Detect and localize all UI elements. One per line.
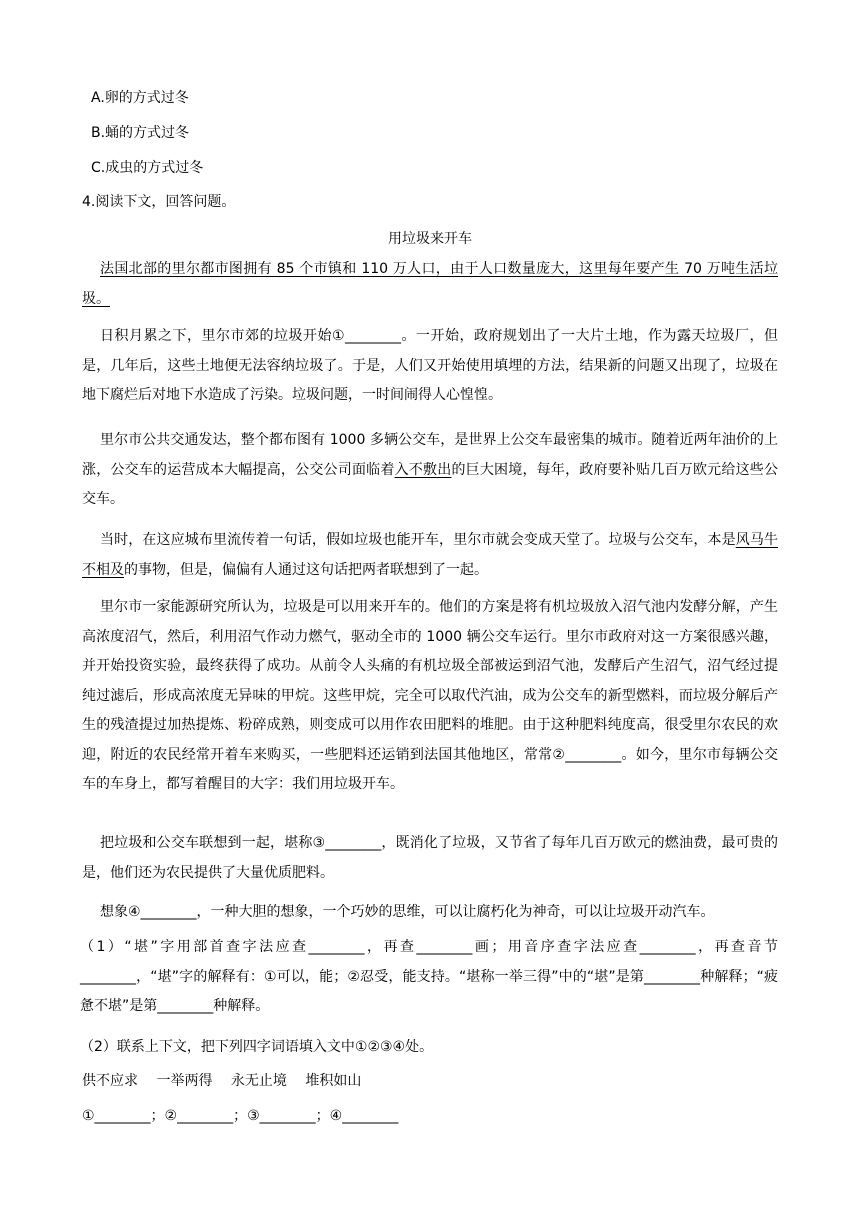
paragraph-5: 里尔市一家能源研究所认为，垃圾是可以用来开车的。他们的方案是将有机垃圾放入沼气池内发酵分解，产生高浓度沼气，然后，利用沼气作动力燃气，驱动全市的 1000 辆公交车运行。里尔市政府对这一方案很感兴趣，并开始投资实验，最终获得了成功。从前令人头痛的有机垃圾全部被运到沼气池，发酵后产生沼气，沼气经过提纯过滤后，形成高浓度无异味的甲烷。这些甲烷，完全可以取代汽油，成为公交车的新型燃料，而垃圾分解后产生的残渣提过加热提炼、粉碎成熟，则变成可以用作农田肥料的堆肥。由于这种肥料纯度高，很受里尔农民的欢迎，附近的农民经常开着车来购买，一些肥料还运销到法国其他地区，常常②________。如今，里尔市每辆公交车的车身上，都写着醒目的大字：我们用垃圾开车。 xyxy=(82,599,778,792)
underlined-sentence: 法国北部的里尔都市图拥有 85 个市镇和 110 万人口，由于人口数量庞大，这里每年要产生 70 万吨生活垃圾。 xyxy=(82,261,778,307)
option-a: A.卵的方式过冬 xyxy=(91,90,189,106)
answer-blanks: ①________；②________；③________；④________ xyxy=(82,1108,399,1124)
paragraph-3-text-b: 的巨大困境，每年，政府要补贴几百万欧元给这些公交车。 xyxy=(82,461,779,507)
paragraph-2: 日积月累之下，里尔市郊的垃圾开始①________。一开始，政府规划出了一大片土地，作为露天垃圾厂，但是，几年后，这些土地便无法容纳垃圾了。于是，人们又开始使用填埋的方法，结果新的问题又出现了，垃圾在地下腐烂后对地下水造成了污染。垃圾问题，一时间闹得人心惶惶。 xyxy=(82,328,778,403)
paragraph-4-text-b: 的事物，但是，偏偏有人通过这句话把两者联想到了一起。 xyxy=(124,561,488,578)
sub-question-2: （2）联系上下文，把下列四字词语填入文中①②③④处。 xyxy=(80,1039,434,1055)
question-prompt: 4.阅读下文，回答问题。 xyxy=(82,194,236,210)
paragraph-7: 想象④________，一种大胆的想象，一个巧妙的思维，可以让腐朽化为神奇，可以让垃圾开动汽车。 xyxy=(100,904,715,920)
word-choices: 供不应求 一举两得 永无止境 堆积如山 xyxy=(82,1073,362,1089)
passage-title: 用垃圾来开车 xyxy=(388,231,472,247)
paragraph-3-text-a: 里尔市公共交通发达，整个都布图有 1000 多辆公交车，是世界上公交车最密集的城市。随着近两年油价的上涨，公交车的运营成本大幅提高，公交公司面临着 xyxy=(82,432,778,478)
option-b: B.蛹的方式过冬 xyxy=(91,125,190,141)
underlined-word-rubufuchu: 入不敷出 xyxy=(394,461,452,478)
paragraph-3 xyxy=(82,426,778,515)
paragraph-6: 把垃圾和公交车联想到一起，堪称③________，既消化了垃圾，又节省了每年几百万欧元的燃油费，最可贵的是，他们还为农民提供了大量优质肥料。 xyxy=(82,835,778,881)
underlined-word-fengmaniu: 风马牛不相及 xyxy=(82,532,779,578)
paragraph-4-text-a: 当时，在这应城布里流传着一句话，假如垃圾也能开车，里尔市就会变成天堂了。垃圾与公交车，本是 xyxy=(100,532,736,548)
option-c: C.成虫的方式过冬 xyxy=(91,160,204,176)
sub-question-1: （1）“堪”字用部首查字法应查________，再查________画；用音序查字法应查________，再查音节________，“堪”字的解释有：①可以，能；②忍受，能支持。“堪称一举三得”中的“堪”是第________种解释；“疲惫不堪”是第________种解释。 xyxy=(80,939,778,1014)
paragraph-1 xyxy=(82,255,778,314)
paragraph-4 xyxy=(82,526,778,585)
